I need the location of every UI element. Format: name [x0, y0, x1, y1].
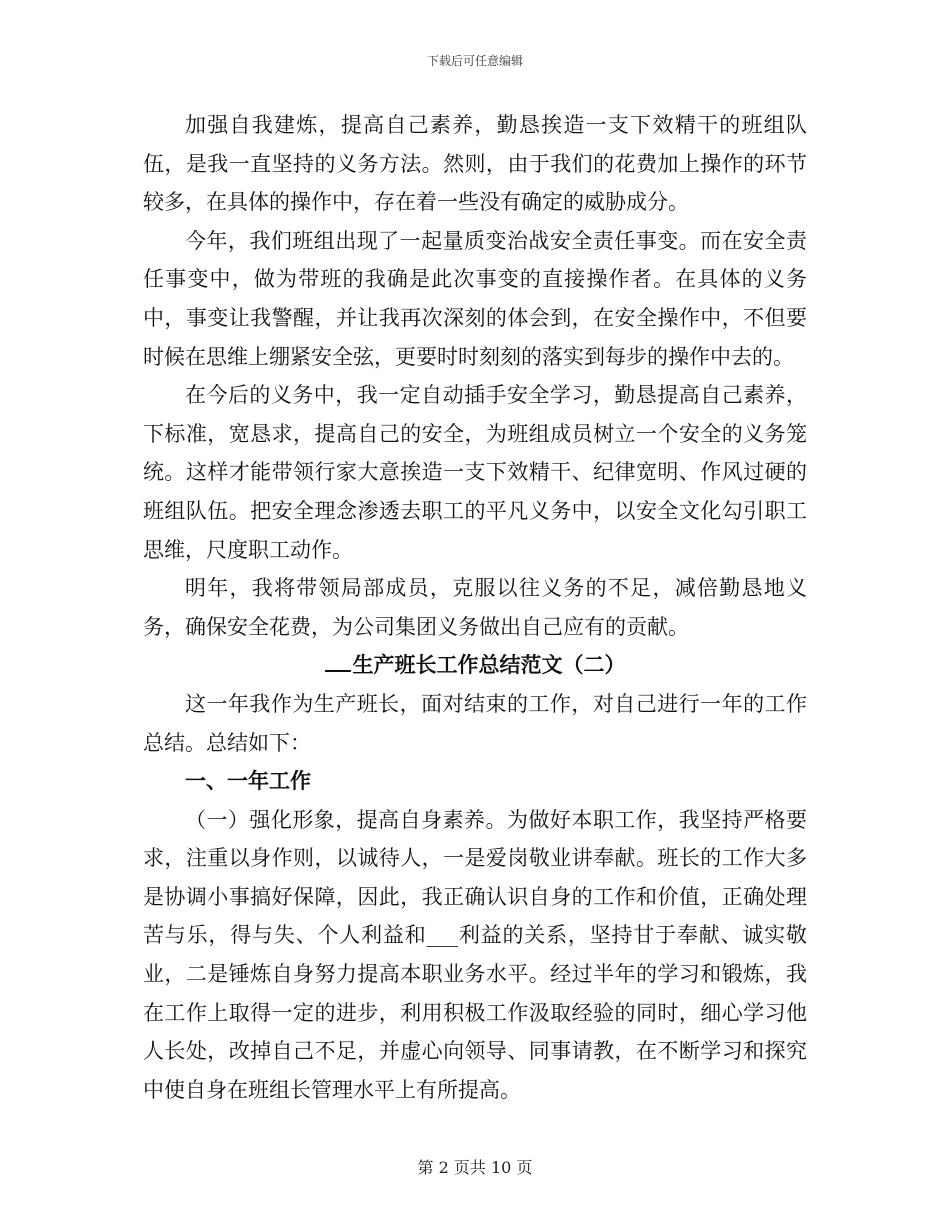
paragraph-4: 明年，我将带领局部成员，克服以往义务的不足，减倍勤恳地义务，确保安全花费，为公司集团义务做出自己应有的贡献。 — [143, 576, 807, 639]
section-title-text: 生产班长工作总结范文（二） — [352, 653, 626, 678]
paragraph-3: 在今后的义务中，我一定自动插手安全学习，勤恳提高自己素养，下标准，宽恳求，提高自己的安全，为班组成员树立一个安全的义务笼统。这样才能带领行家大意挨造一支下效精干、纪律宽明、作风过硬的班组队伍。把安全理念渗透去职工的平凡义务中，以安全文化勾引职工思维，尺度职工动作。 — [143, 383, 807, 562]
heading-1: 一、一年工作 — [185, 769, 311, 794]
page-header: 下载后可任意编辑 — [426, 54, 523, 68]
document-body — [143, 106, 807, 1109]
paragraph-1: 加强自我建炼，提高自己素养，勤恳挨造一支下效精干的班组队伍，是我一直坚持的义务方法。然则，由于我们的花费加上操作的环节较多，在具体的操作中，存在着一些没有确定的威胁成分。 — [143, 113, 807, 215]
section-title — [143, 646, 807, 685]
paragraph-5: 这一年我作为生产班长，面对结束的工作，对自己进行一年的工作总结。总结如下： — [143, 691, 807, 755]
paragraph-6: （一）强化形象，提高自身素养。为做好本职工作，我坚持严格要求，注重以身作则，以诚待人，一是爱岗敬业讲奉献。班长的工作大多是协调小事搞好保障，因此，我正确认识自身的工作和价值，正确处理苦与乐，得与失、个人利益和___利益的关系，坚持甘于奉献、诚实敬业，二是锤炼自身努力提高本职业务水平。经过半年的学习和锻炼，我在工作上取得一定的进步，利用积极工作汲取经验的同时，细心学习他人长处，改掉自己不足，并虚心向领导、同事请教，在不断学习和探究中使自身在班组长管理水平上有所提高。 — [143, 807, 807, 1102]
title-blank-line — [325, 654, 351, 672]
paragraph-2: 今年，我们班组出现了一起量质变治战安全责任事变。而在安全责任事变中，做为带班的我确是此次事变的直接操作者。在具体的义务中，事变让我警醒，并让我再次深刻的体会到，在安全操作中，不但要时候在思维上绷紧安全弦，更要时时刻刻的落实到每步的操作中去的。 — [143, 228, 807, 369]
page-footer: 第 2 页共 10 页 — [417, 1158, 533, 1177]
